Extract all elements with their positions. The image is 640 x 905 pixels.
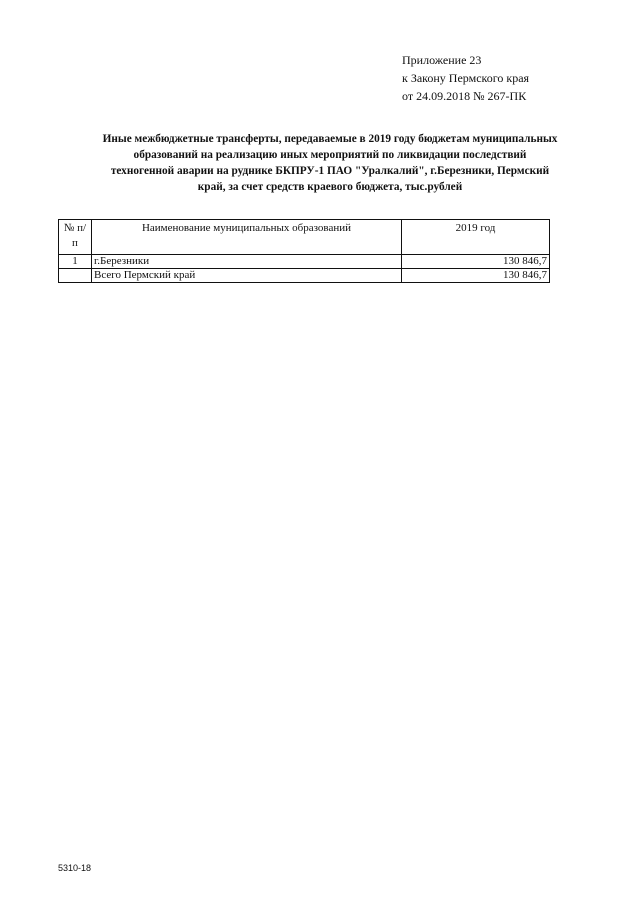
row-value: 130 846,7 xyxy=(402,269,550,283)
header-num: № п/п xyxy=(59,220,92,255)
table-row-total xyxy=(59,269,550,283)
row-name: г.Березники xyxy=(92,255,402,269)
appendix-header xyxy=(402,51,529,105)
title-line-3: техногенной аварии на руднике БКПРУ-1 ПАО "Уралкалий", г.Березники, Пермский xyxy=(110,165,550,177)
appendix-law-date: от 24.09.2018 № 267-ПК xyxy=(402,89,527,103)
table-row xyxy=(59,255,550,269)
title-line-1: Иные межбюджетные трансферты, передаваемые в 2019 году бюджетам муниципальных xyxy=(102,133,558,145)
row-value: 130 846,7 xyxy=(402,255,550,269)
row-name: Всего Пермский край xyxy=(92,269,402,283)
title-line-4: край, за счет средств краевого бюджета, тыс.рублей xyxy=(197,181,463,193)
appendix-law-ref: к Закону Пермского края xyxy=(402,71,530,85)
document-title xyxy=(50,131,610,195)
header-name: Наименование муниципальных образований xyxy=(92,220,402,255)
document-code: 5310-18 xyxy=(58,863,92,873)
row-num xyxy=(59,269,92,283)
row-num: 1 xyxy=(59,255,92,269)
table-header-row xyxy=(59,220,550,255)
header-year: 2019 год xyxy=(402,220,550,255)
transfers-table xyxy=(58,219,550,283)
appendix-number: Приложение 23 xyxy=(402,53,482,67)
title-line-2: образований на реализацию иных мероприятий по ликвидации последствий xyxy=(133,149,527,161)
